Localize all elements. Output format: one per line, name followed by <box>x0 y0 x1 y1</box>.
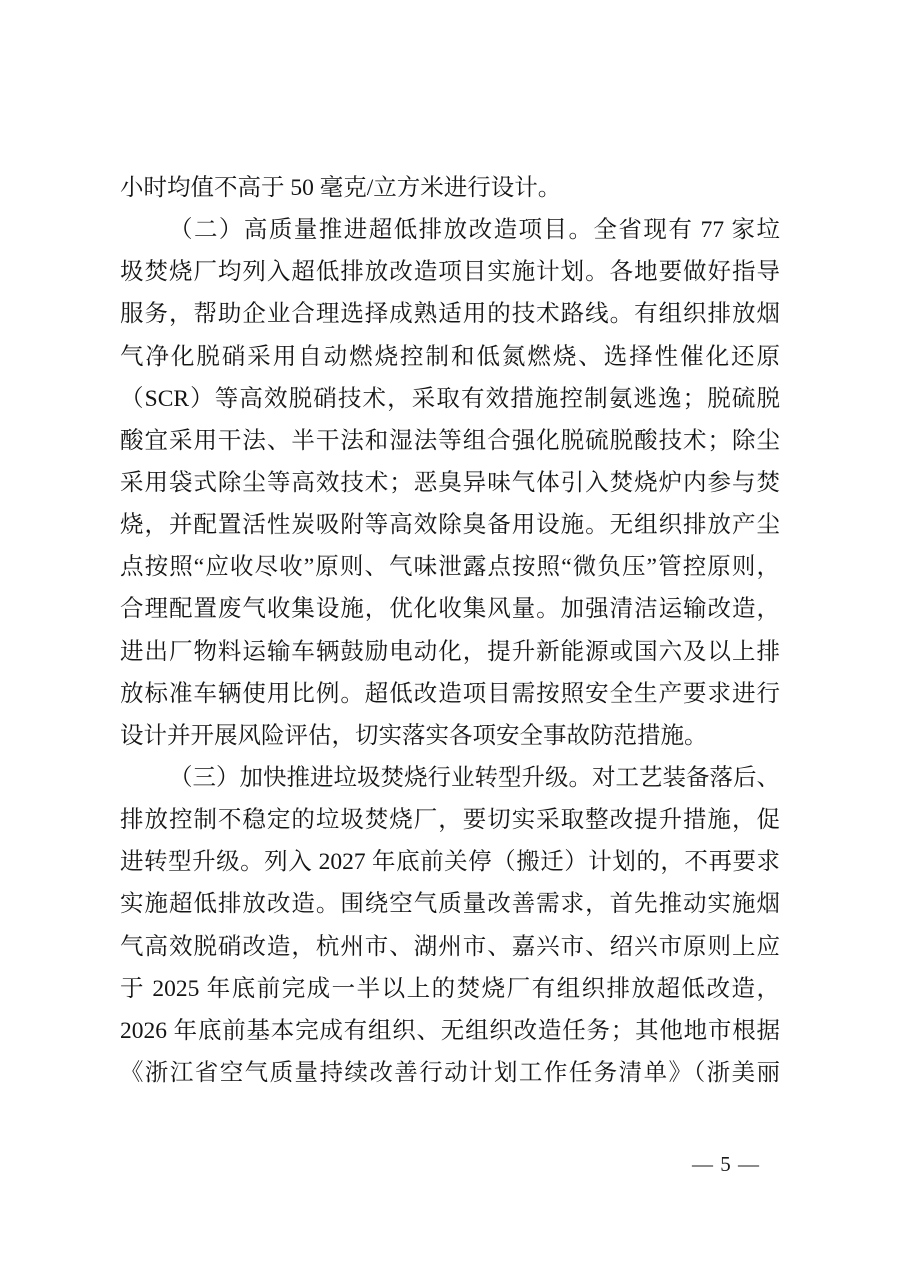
body-line: 气高效脱硝改造，杭州市、湖州市、嘉兴市、绍兴市原则上应 <box>120 933 780 960</box>
body-line: 实施超低排放改造。围绕空气质量改善需求，首先推动实施烟 <box>120 891 780 918</box>
body-line: 服务，帮助企业合理选择成熟适用的技术路线。有组织排放烟 <box>120 301 780 328</box>
body-line: 《浙江省空气质量持续改善行动计划工作任务清单》（浙美丽 <box>120 1059 780 1086</box>
page-number: — 5 — <box>692 1152 760 1176</box>
body-line: 小时均值不高于 50 毫克/立方米进行设计。 <box>120 175 562 201</box>
document-body <box>120 167 780 1094</box>
body-line: 酸宜采用干法、半干法和湿法等组合强化脱硫脱酸技术；除尘 <box>120 427 780 454</box>
body-line: （SCR）等高效脱硝技术，采取有效措施控制氨逃逸；脱硫脱 <box>120 385 780 412</box>
body-line: 烧，并配置活性炭吸附等高效除臭备用设施。无组织排放产尘 <box>120 512 780 539</box>
body-line: 采用袋式除尘等高效技术；恶臭异味气体引入焚烧炉内参与焚 <box>120 469 780 496</box>
body-line: 2026 年底前基本完成有组织、无组织改造任务；其他地市根据 <box>120 1017 780 1044</box>
body-line: 进出厂物料运输车辆鼓励电动化，提升新能源或国六及以上排 <box>120 638 780 665</box>
body-line: 排放控制不稳定的垃圾焚烧厂，要切实采取整改提升措施，促 <box>120 807 780 834</box>
body-line: 进转型升级。列入 2027 年底前关停（搬迁）计划的，不再要求 <box>120 849 780 876</box>
body-line: （三）加快推进垃圾焚烧行业转型升级。对工艺装备落后、 <box>169 764 780 791</box>
body-line: 点按照“应收尽收”原则、气味泄露点按照“微负压”管控原则， <box>120 554 780 581</box>
body-line: （二）高质量推进超低排放改造项目。全省现有 77 家垃 <box>169 217 780 244</box>
body-line: 合理配置废气收集设施，优化收集风量。加强清洁运输改造， <box>120 596 780 623</box>
body-line: 圾焚烧厂均列入超低排放改造项目实施计划。各地要做好指导 <box>120 259 780 286</box>
body-line: 气净化脱硝采用自动燃烧控制和低氮燃烧、选择性催化还原 <box>120 343 780 370</box>
body-line: 放标准车辆使用比例。超低改造项目需按照安全生产要求进行 <box>120 680 780 707</box>
body-line: 于 2025 年底前完成一半以上的焚烧厂有组织排放超低改造， <box>120 975 780 1002</box>
body-line: 设计并开展风险评估，切实落实各项安全事故防范措施。 <box>120 722 708 749</box>
